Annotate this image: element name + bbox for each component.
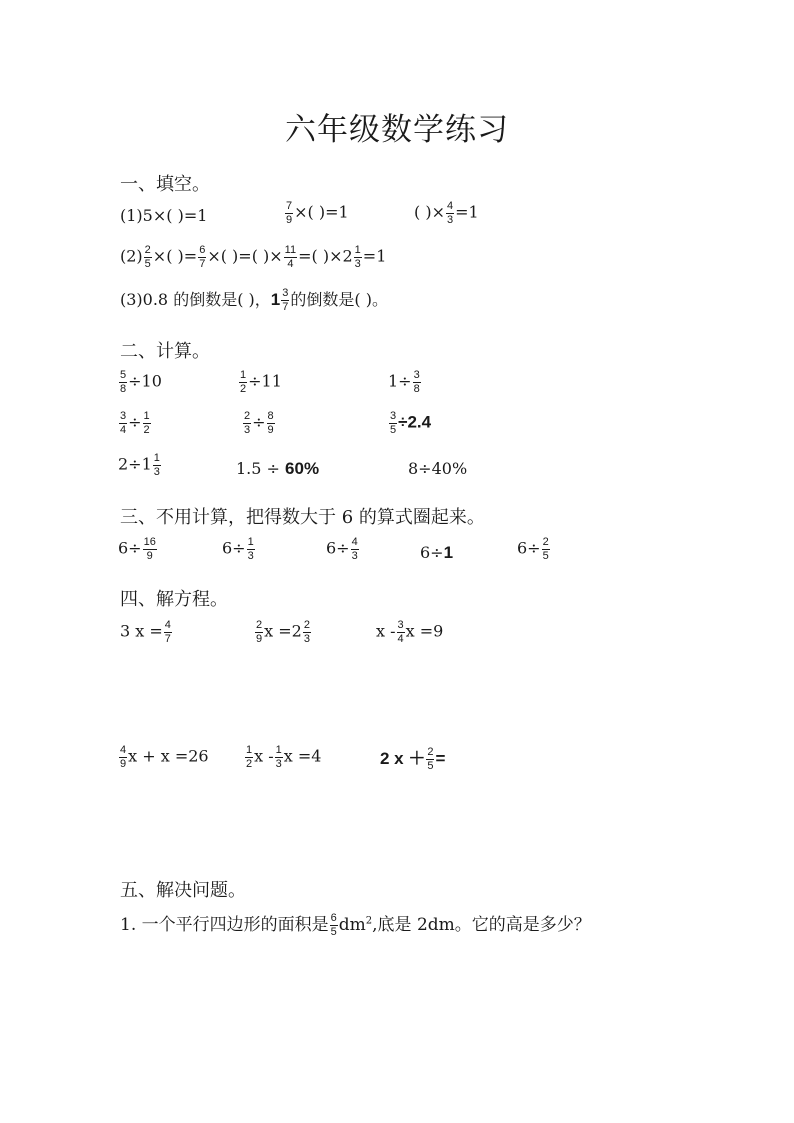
- calc-1-1: $\frac{5}{8}$ ÷10: [120, 369, 162, 395]
- section-fill-blank: 一、填空。: [120, 174, 210, 195]
- equation-2: $\frac{2}{9}$ x =2 $\frac{2}{3}$: [256, 619, 310, 645]
- circle-4: 6÷1: [420, 543, 454, 562]
- circle-3: 6÷ $\frac{4}{3}$: [326, 536, 358, 562]
- section-calculate: 二、计算。: [120, 341, 210, 362]
- circle-2: 6÷ $\frac{1}{3}$: [222, 536, 254, 562]
- q3: (3)0.8 的倒数是( )，1 $\frac{3}{7}$ 的倒数是( )。: [120, 287, 388, 313]
- equation-6: 2 x ＋ $\frac{2}{5}$ =: [380, 746, 446, 772]
- calc-2-3: $\frac{3}{5}$ ÷2.4: [390, 410, 432, 436]
- calc-2-1: $\frac{3}{4}$ ÷ $\frac{1}{2}$: [120, 410, 150, 436]
- equation-4: $\frac{4}{9}$ x + x =26: [120, 744, 209, 770]
- section-circle: 三、不用计算，把得数大于 6 的算式圈起来。: [120, 507, 485, 528]
- calc-3-3: 8÷40%: [408, 459, 468, 478]
- q1-c: ( )× $\frac{4}{3}$ =1: [414, 200, 479, 226]
- section-equations: 四、解方程。: [120, 589, 228, 610]
- q1-b: $\frac{7}{9}$ ×( )=1: [286, 200, 349, 226]
- calc-3-2: 1.5 ÷ 60%: [236, 459, 320, 478]
- calc-1-3: 1÷ $\frac{3}{8}$: [388, 369, 420, 395]
- section-word-problems: 五、解决问题。: [120, 880, 246, 901]
- q2: (2) $\frac{2}{5}$ ×( )= $\frac{6}{7}$ ×( )=( )× $\frac{11}{4}$ =( )×2 $\frac{1}{3}$ =1: [120, 244, 387, 270]
- circle-5: 6÷ $\frac{2}{5}$: [517, 536, 549, 562]
- calc-1-2: $\frac{1}{2}$ ÷11: [240, 369, 282, 395]
- page-title: 六年级数学练习: [285, 112, 509, 148]
- equation-3: x - $\frac{3}{4}$ x =9: [376, 619, 444, 645]
- equation-1: 3 x = $\frac{4}{7}$: [120, 619, 171, 645]
- problem-1: 1. 一个平行四边形的面积是 $\frac{6}{5}$ $dm^2$,底是 2dm。它的高是多少？: [120, 912, 591, 938]
- calc-2-2: $\frac{2}{3}$ ÷ $\frac{8}{9}$: [244, 410, 274, 436]
- calc-3-1: 2÷1 $\frac{1}{3}$: [118, 452, 160, 478]
- equation-5: $\frac{1}{2}$ x - $\frac{1}{3}$ x =4: [246, 744, 322, 770]
- circle-1: 6÷ $\frac{16}{9}$: [118, 536, 156, 562]
- q1-a: (1)5×( )=1: [120, 206, 208, 225]
